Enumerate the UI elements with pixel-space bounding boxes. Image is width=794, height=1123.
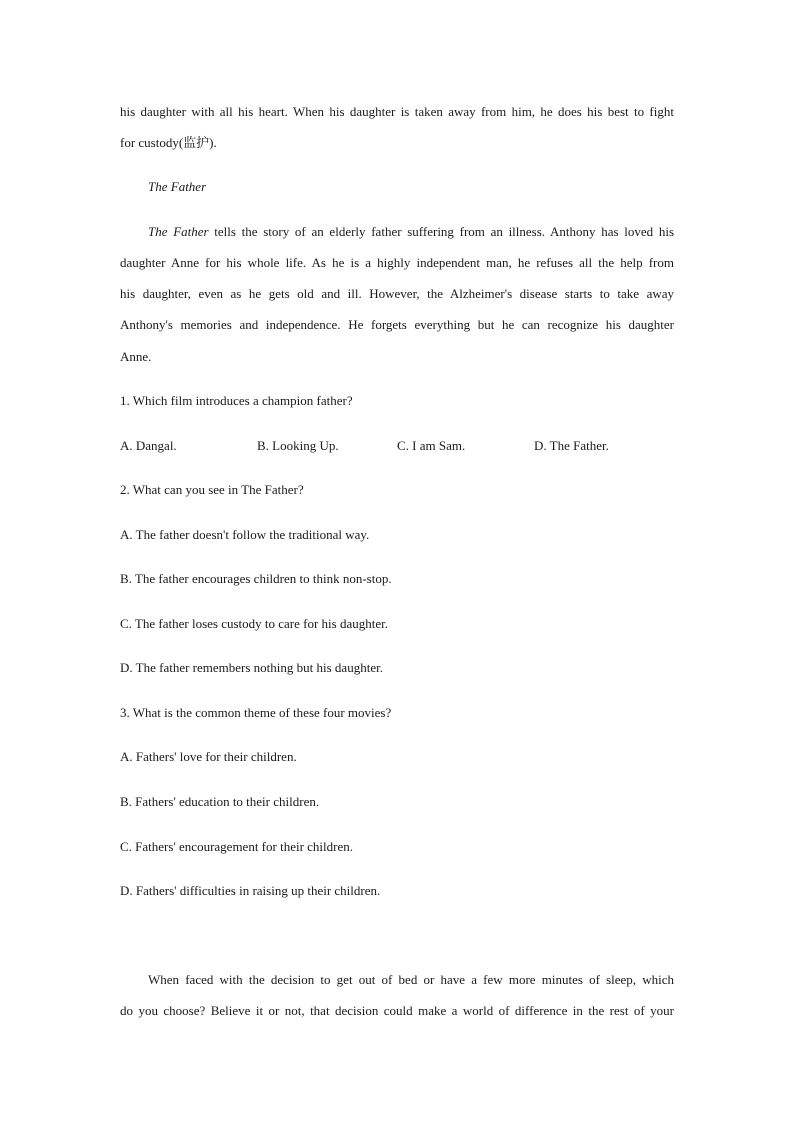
question-2-option-c: C. The father loses custody to care for his daughter. <box>120 616 388 631</box>
question-3-option-a: A. Fathers' love for their children. <box>120 749 297 764</box>
question-3-stem: 3. What is the common theme of these four movies? <box>120 705 392 720</box>
the-father-line-4: Anthony's memories and independence. He forgets everything but he can recognize his daughter <box>120 317 674 332</box>
the-father-line-3: his daughter, even as he gets old and ill. However, the Alzheimer's disease starts to take away <box>120 286 674 301</box>
question-3-option-b: B. Fathers' education to their children. <box>120 794 320 809</box>
passage-b-line-2: do you choose? Believe it or not, that decision could make a world of difference in the rest of your <box>120 1003 674 1018</box>
question-1-option-c: C. I am Sam. <box>397 438 466 453</box>
passage-a-line-1: his daughter with all his heart. When his daughter is taken away from him, he does his best to fight <box>120 104 674 119</box>
question-2-option-b: B. The father encourages children to think non-stop. <box>120 571 392 586</box>
the-father-line-1 <box>148 224 674 240</box>
question-3-option-c: C. Fathers' encouragement for their children. <box>120 839 354 854</box>
question-2-option-d: D. The father remembers nothing but his daughter. <box>120 660 383 675</box>
the-father-line-2: daughter Anne for his whole life. As he is a highly independent man, he refuses all the help from <box>120 255 674 270</box>
film-title-the-father: The Father <box>148 224 209 239</box>
question-1-option-b: B. Looking Up. <box>257 438 339 453</box>
the-father-line-5: Anne. <box>120 349 152 364</box>
question-1-option-a: A. Dangal. <box>120 438 177 453</box>
the-father-line-1-text: tells the story of an elderly father suffering from an illness. Anthony has loved his <box>208 224 675 239</box>
question-1-option-d: D. The Father. <box>534 438 609 453</box>
question-3-option-d: D. Fathers' difficulties in raising up their children. <box>120 883 381 898</box>
passage-a-line-2: for custody(监护). <box>120 135 217 150</box>
passage-b-line-1: When faced with the decision to get out of bed or have a few more minutes of sleep, which <box>148 972 674 987</box>
question-2-option-a: A. The father doesn't follow the traditional way. <box>120 527 370 542</box>
question-2-stem: 2. What can you see in The Father? <box>120 482 304 497</box>
section-heading-the-father: The Father <box>148 179 207 194</box>
question-1-stem: 1. Which film introduces a champion father? <box>120 393 353 408</box>
